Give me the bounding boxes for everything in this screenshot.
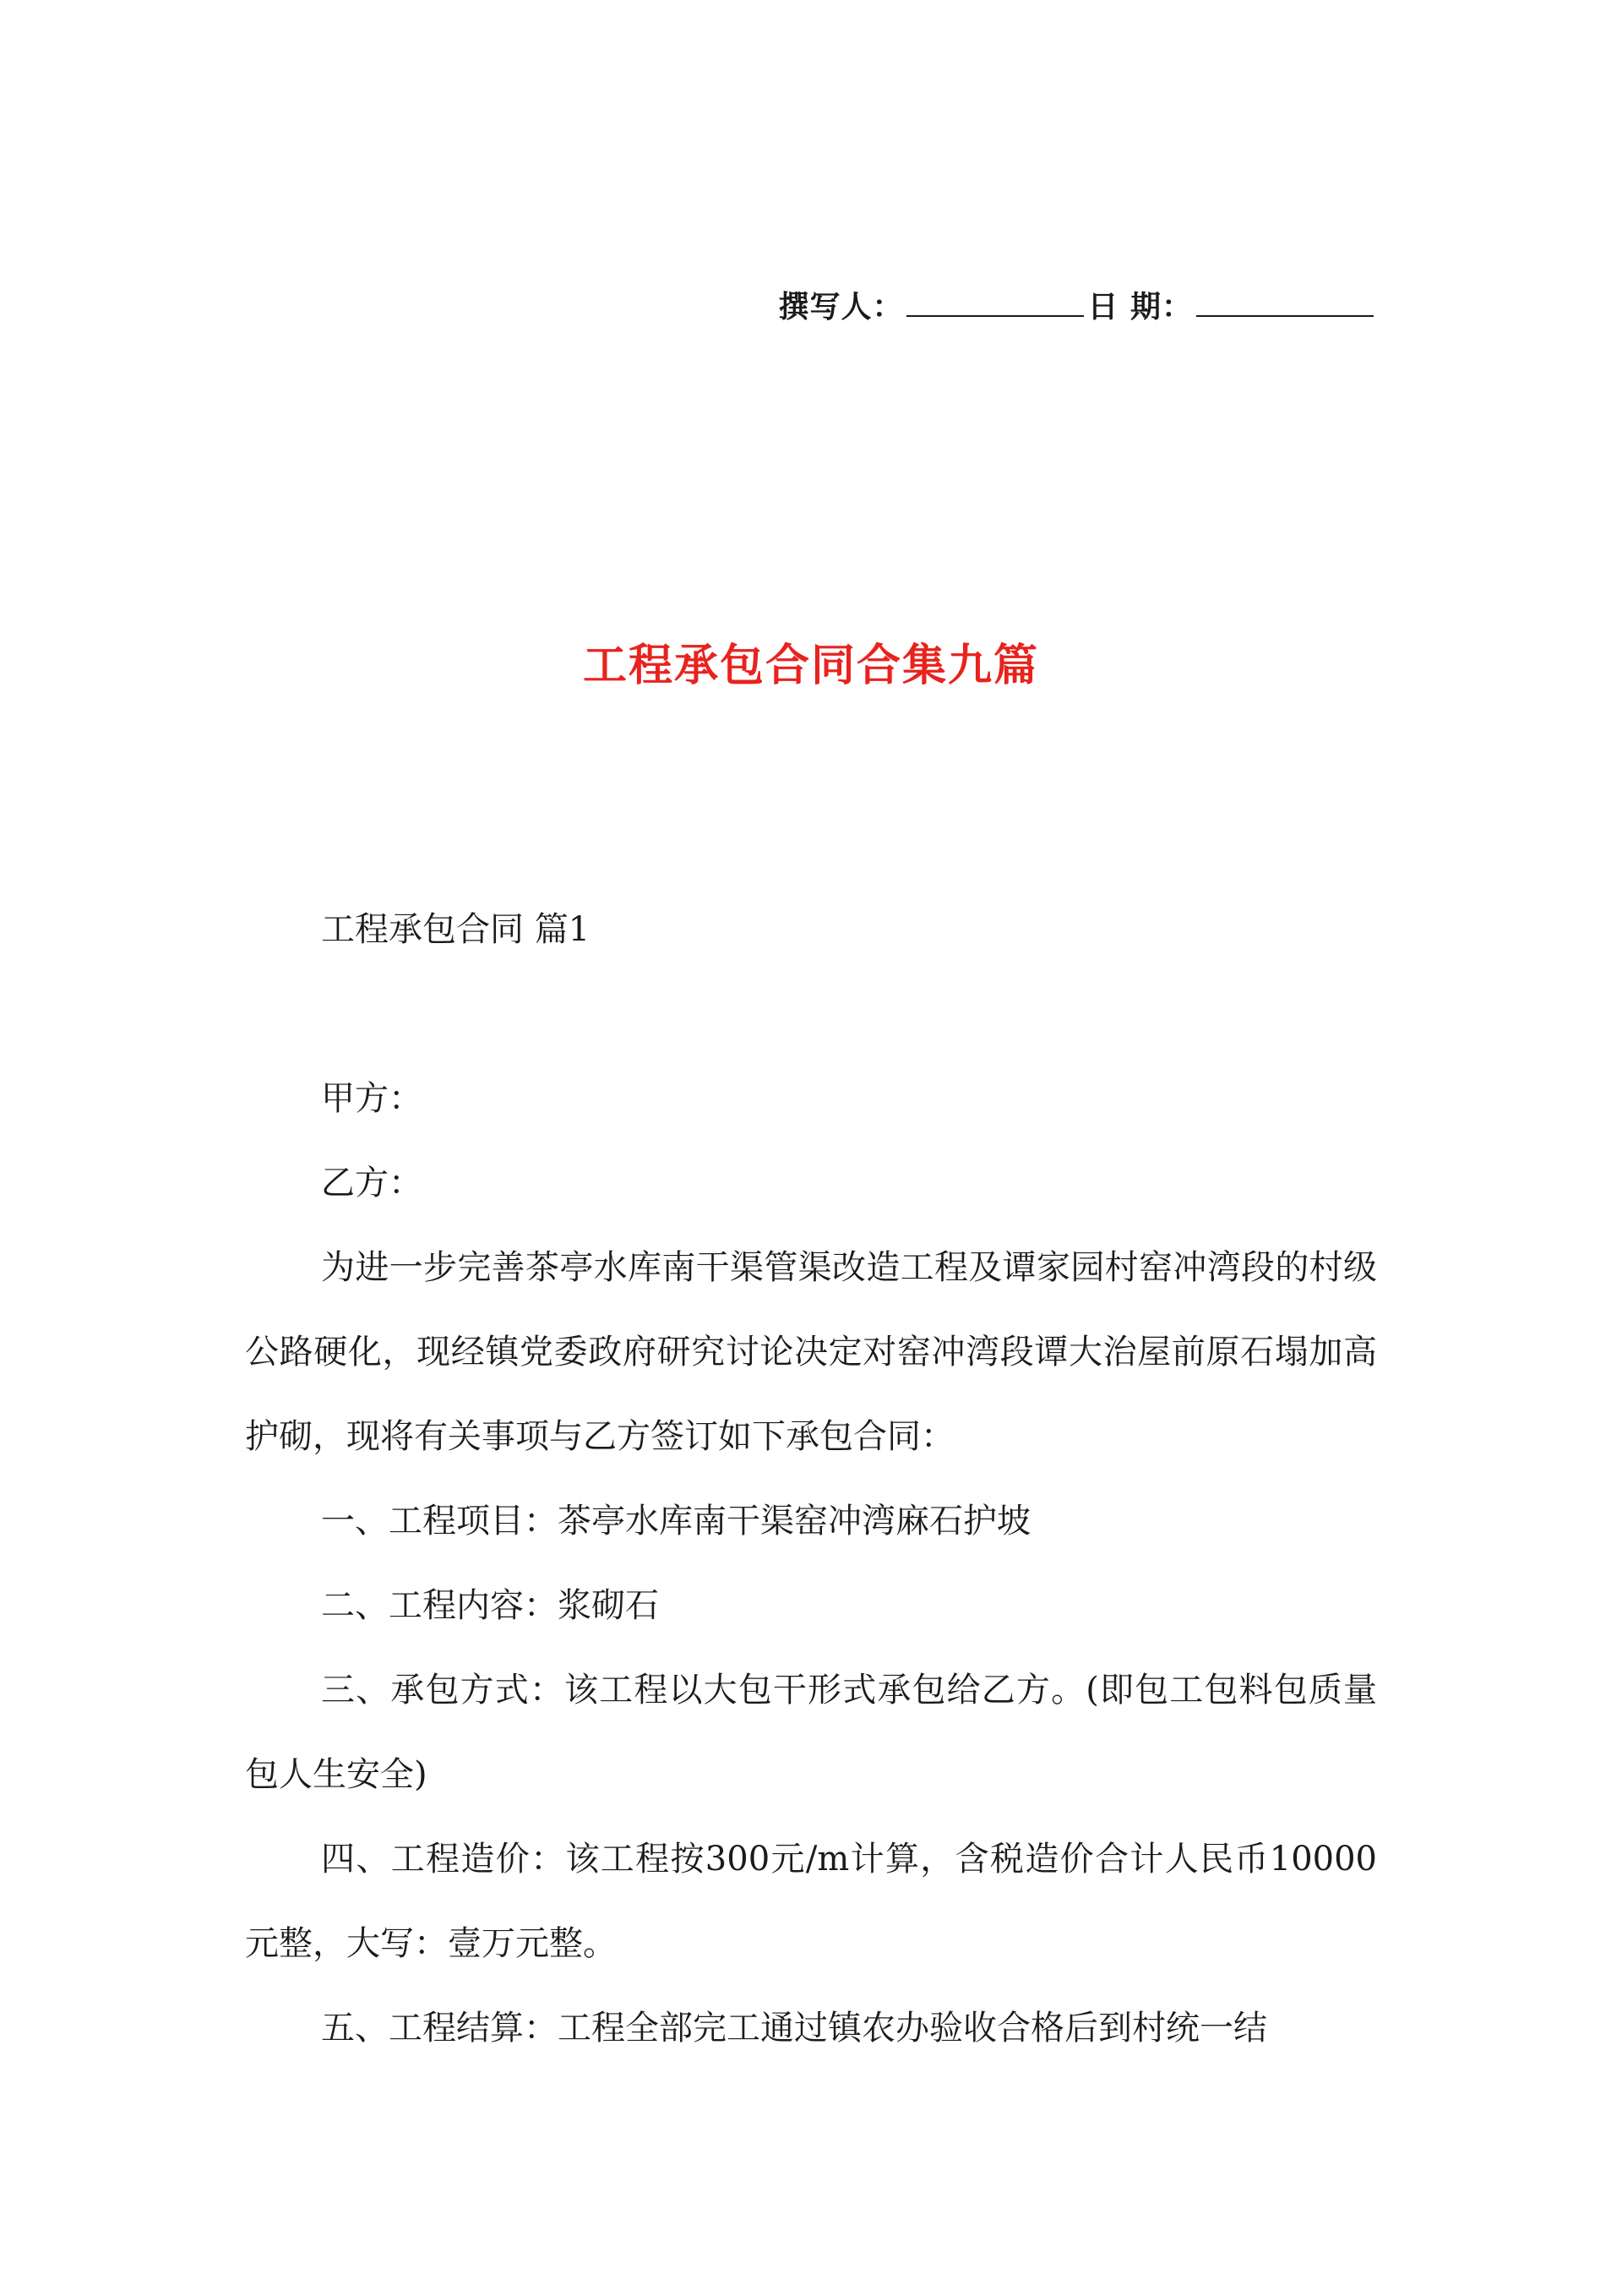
document-title: 工程承包合同合集九篇 (582, 640, 1039, 691)
writer-date-line (778, 283, 1377, 326)
clause-cost: 四、工程造价：该工程按300元/m计算，含税造价合计人民币10000元整，大写：壹万元整。 (245, 1840, 1377, 1963)
writer-label: 撰写人： (778, 289, 904, 324)
writer-blank (906, 290, 1084, 317)
clause-project: 一、工程项目：茶亭水库南干渠窑冲湾麻石护坡 (321, 1502, 1031, 1541)
date-label: 日 期： (1087, 289, 1193, 324)
section-heading: 工程承包合同 篇1 (321, 910, 591, 949)
party-a-line: 甲方： (321, 1079, 422, 1118)
document-body (245, 887, 1377, 2070)
clause-settlement: 五、工程结算：工程全部完工通过镇农办验收合格后到村统一结 (321, 2009, 1267, 2048)
intro-paragraph: 为进一步完善茶亭水库南干渠管渠改造工程及谭家园村窑冲湾段的村级公路硬化，现经镇党委政府研究讨论决定对窑冲湾段谭大治屋前原石塌加高护砌，现将有关事项与乙方签订如下承包合同： (245, 1248, 1377, 1456)
party-b-line: 乙方： (321, 1164, 422, 1203)
clause-contract-method: 三、承包方式：该工程以大包干形式承包给乙方。(即包工包料包质量包人生安全) (245, 1671, 1377, 1794)
clause-content: 二、工程内容：浆砌石 (321, 1586, 659, 1625)
date-blank (1196, 290, 1374, 317)
